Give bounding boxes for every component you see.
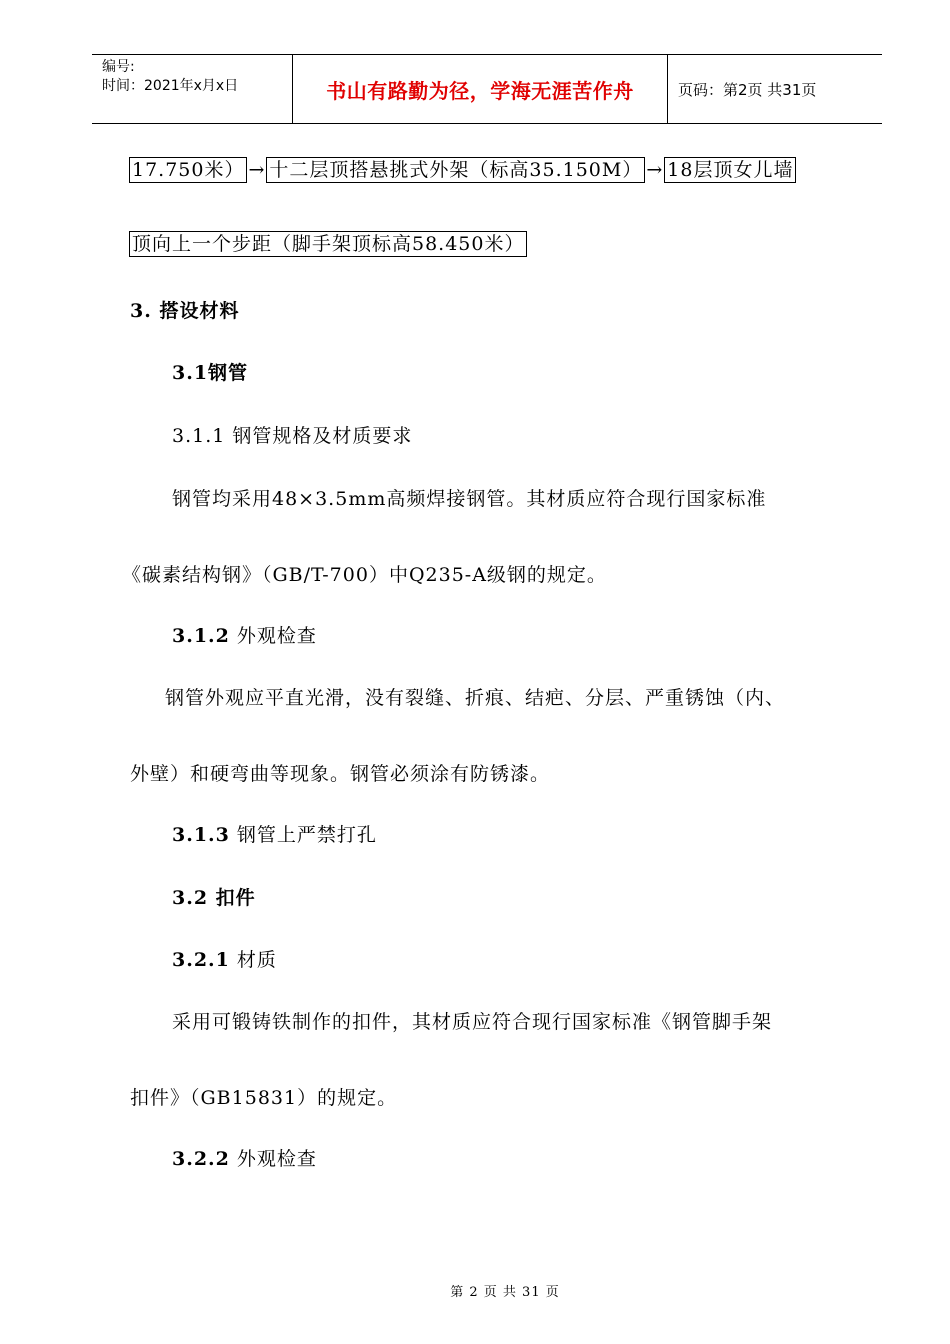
- number-label: 编号:: [102, 59, 135, 75]
- paragraph-3-2-1-line-2: 扣件》（GB15831）的规定。: [130, 1087, 398, 1109]
- section-3-2-2-title: [172, 1144, 317, 1171]
- header-meta: [92, 55, 293, 123]
- section-3-1-2-title: [172, 621, 317, 648]
- flow-line-2: [129, 231, 527, 257]
- section-3-1-2-number: 3.1.2: [172, 625, 230, 647]
- section-3-title: 3. 搭设材料: [130, 300, 240, 322]
- header-page-info: 页码：第2页 共31页: [678, 80, 817, 99]
- flow-box-1: 17.750米）: [129, 157, 247, 183]
- section-3-2-2-number: 3.2.2: [172, 1148, 230, 1170]
- flow-arrow-2: →: [646, 159, 664, 181]
- header-motto: 书山有路勤为径，学海无涯苦作舟: [293, 55, 668, 123]
- flow-arrow-1: →: [248, 159, 266, 181]
- section-3-2-2-text: 外观检查: [229, 1148, 317, 1170]
- flow-line-1: [129, 157, 796, 183]
- section-3-1-3-text: 钢管上严禁打孔: [229, 824, 377, 846]
- section-3-1-3-title: [172, 820, 377, 847]
- page-footer: 第 2 页 共 31 页: [450, 1285, 560, 1300]
- section-3-1-2-text: 外观检查: [229, 625, 317, 647]
- time-label: 时间：2021年x月x日: [102, 78, 239, 94]
- section-3-2-1-title: [172, 945, 277, 972]
- section-3-1-title: 3.1钢管: [172, 362, 249, 384]
- paragraph-3-2-1-line-1: 采用可锻铸铁制作的扣件，其材质应符合现行国家标准《钢管脚手架: [172, 1011, 773, 1033]
- paragraph-3-1-1-line-2: 《碳素结构钢》（GB/T-700）中Q235-A级钢的规定。: [122, 564, 607, 586]
- section-3-2-1-text: 材质: [229, 949, 277, 971]
- paragraph-3-1-2-line-2: 外壁）和硬弯曲等现象。钢管必须涂有防锈漆。: [130, 763, 551, 785]
- flow-box-3: 18层顶女儿墙: [664, 157, 796, 183]
- section-3-2-1-number: 3.2.1: [172, 949, 230, 971]
- section-3-1-3-number: 3.1.3: [172, 824, 230, 846]
- paragraph-3-1-2-line-1: 钢管外观应平直光滑，没有裂缝、折痕、结疤、分层、严重锈蚀（内、: [165, 687, 786, 709]
- flow-box-4: 顶向上一个步距（脚手架顶标高58.450米）: [129, 231, 527, 257]
- flow-box-2: 十二层顶搭悬挑式外架（标高35.150M）: [266, 157, 645, 183]
- section-3-2-title: 3.2 扣件: [172, 887, 256, 909]
- paragraph-3-1-1-line-1: 钢管均采用48×3.5mm高频焊接钢管。其材质应符合现行国家标准: [172, 488, 767, 510]
- section-3-1-1-title: 3.1.1 钢管规格及材质要求: [172, 425, 413, 447]
- page-header: [92, 54, 882, 124]
